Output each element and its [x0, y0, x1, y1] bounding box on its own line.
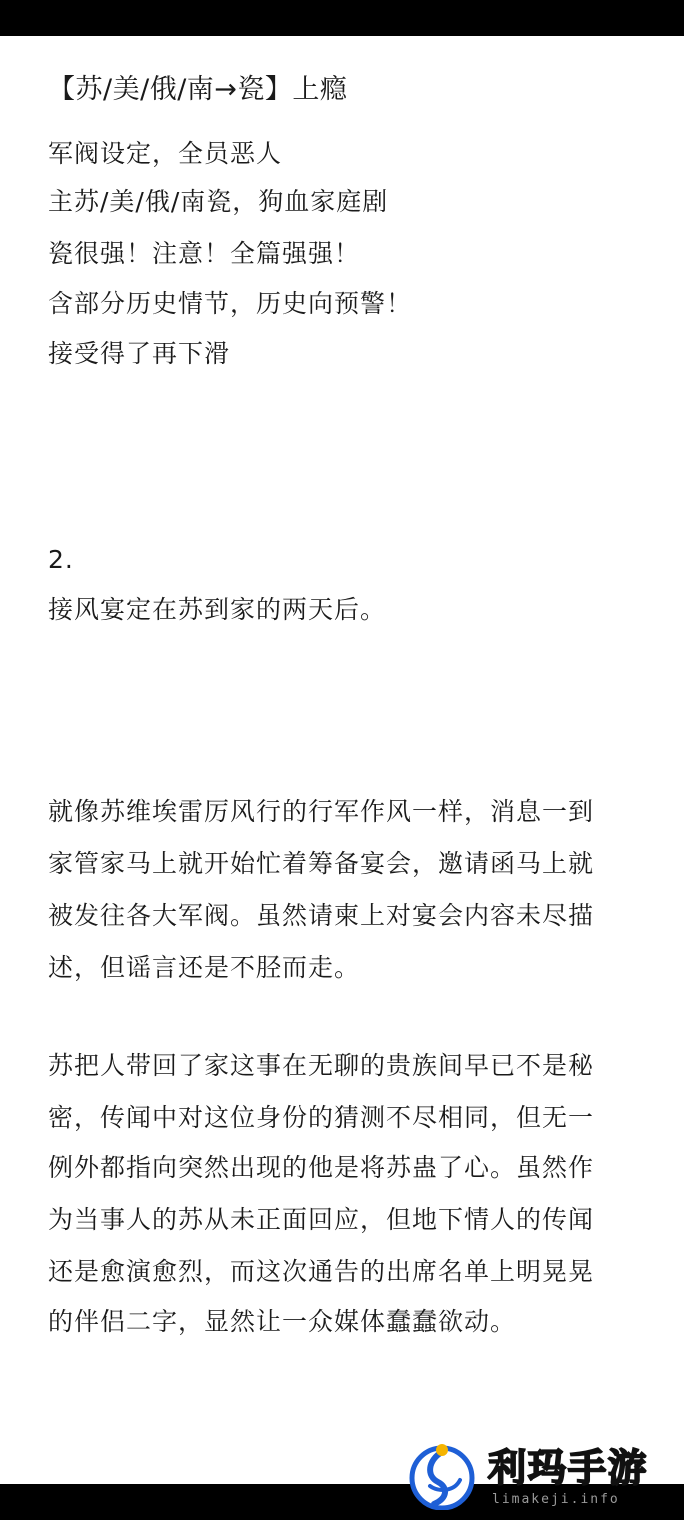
intro-line: 含部分历史情节，历史向预警！ — [48, 289, 413, 318]
paragraph-line: 密，传闻中对这位身份的猜测不尽相同，但无一 — [48, 1103, 595, 1132]
post-title: 【苏/美/俄/南→瓷】上瘾 — [48, 74, 348, 105]
paragraph-line: 家管家马上就开始忙着筹备宴会，邀请函马上就 — [48, 849, 595, 878]
paragraph-line: 还是愈演愈烈，而这次通告的出席名单上明晃晃 — [48, 1257, 595, 1286]
watermark-name: 利玛手游 — [488, 1446, 649, 1490]
paragraph-line: 述，但谣言还是不胫而走。 — [48, 953, 361, 982]
paragraph-line: 被发往各大军阀。虽然请柬上对宴会内容未尽描 — [48, 901, 595, 930]
paragraph-line: 就像苏维埃雷厉风行的行军作风一样，消息一到 — [48, 797, 595, 826]
status-bar — [0, 0, 684, 36]
chapter-line: 接风宴定在苏到家的两天后。 — [48, 595, 387, 624]
paragraph-line: 的伴侣二字，显然让一众媒体蠢蠢欲动。 — [48, 1307, 517, 1336]
paragraph-line: 苏把人带回了家这事在无聊的贵族间早已不是秘 — [48, 1051, 595, 1080]
intro-line: 主苏/美/俄/南瓷，狗血家庭剧 — [48, 187, 389, 216]
intro-line: 瓷很强！注意！全篇强强！ — [48, 239, 361, 268]
swirl-logo-icon — [408, 1442, 476, 1510]
watermark-domain: limakeji.info — [492, 1492, 620, 1507]
intro-line: 军阀设定，全员恶人 — [48, 139, 283, 168]
paragraph-line: 为当事人的苏从未正面回应，但地下情人的传闻 — [48, 1205, 595, 1234]
chapter-number: 2. — [48, 545, 74, 574]
paragraph-line: 例外都指向突然出现的他是将苏蛊了心。虽然作 — [48, 1153, 595, 1182]
intro-line: 接受得了再下滑 — [48, 339, 231, 368]
watermark — [408, 1438, 678, 1518]
